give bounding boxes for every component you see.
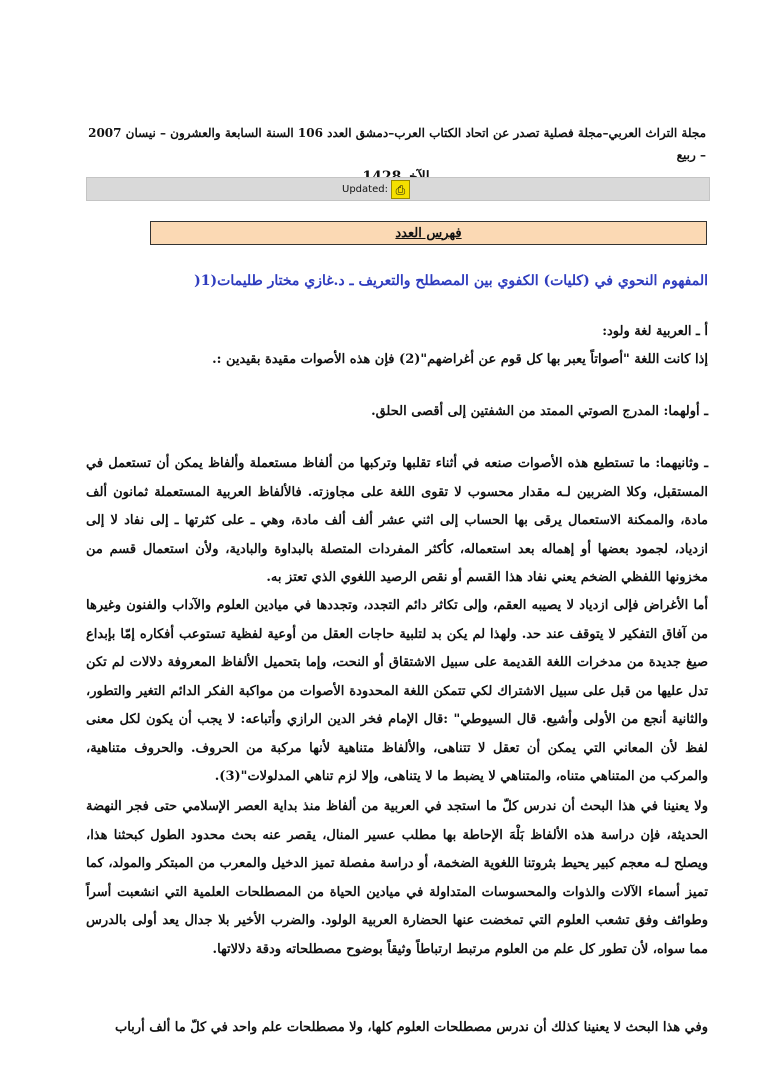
article-body-p3 [86, 450, 708, 593]
paragraph: ـ وثانيهما: ما تستطيع هذه الأصوات صنعه في أثناء تقلبها وتركبها من ألفاظ مستعملة وألفاظ يمكن أن تستعمل في المستقبل، وكلا الضربين لـه مقدار محسوب لا تقوى اللغة على مجاوزته. فالألفاظ العربية المستعملة ثمانون ألف مادة، والممكنة الاستعمال يرقى بها الحساب إلى اثني عشر ألف ألف مادة، وهي ـ على كثرتها ـ إلى نفاد لا إلى ازدياد، لجمود بعضها أو إهماله بعد استعماله، كأكثر المفردات المتصلة بالبداوة والبادية، ولأن استعمال قسم من مخزونها اللفظي الضخم يعني نفاد هذا القسم أو نقص الرصيد اللغوي الذي تعتز به. [86, 456, 708, 585]
article-body-p6 [86, 1014, 708, 1043]
article-body-p5 [86, 793, 708, 964]
article-title: المفهوم النحوي في (كليات) الكفوي بين المصطلح والتعريف ـ د.غازي مختار طليمات(1( [194, 273, 708, 289]
article-body-p2 [86, 398, 708, 427]
updated-label: Updated: [342, 184, 388, 195]
paragraph: إذا كانت اللغة "أصواتاً يعبر بها كل قوم عن أغراضهم"(2) فإن هذه الأصوات مقيدة بقيدين :. [212, 352, 708, 367]
paragraph: وفي هذا البحث لا يعنينا كذلك أن ندرس مصطلحات العلوم كلها، ولا مصطلحات علم واحد في كلّ ما ألف أرباب [114, 1020, 708, 1035]
journal-info: مجلة التراث العربي–مجلة فصلية تصدر عن اتحاد الكتاب العرب–دمشق العدد 106 السنة السابعة والعشرون – نيسان 2007 – ربيع [88, 126, 706, 162]
updated-bar [86, 177, 710, 201]
article-body-p1 [86, 346, 708, 375]
printer-icon[interactable]: ⎙ [391, 180, 410, 199]
updated-group [342, 180, 410, 199]
article-body-p4 [86, 592, 708, 792]
paragraph: ولا يعنينا في هذا البحث أن ندرس كلّ ما استجد في العربية من ألفاظ منذ بداية العصر الإسلامي حتى فجر النهضة الحديثة، فإن دراسة هذه الألفاظ بَلْهَ الإحاطة بها مطلب عسير المنال، يقصر عنه بحث محدود الطول كبحثنا هذا، ويصلح لـه معجم كبير يحيط بثروتنا اللغوية الضخمة، أو دراسة مفصلة تميز الدخيل والمعرب من المبتكر والمولد، كما تميز أسماء الآلات والذوات والمحسوسات المتداولة في ميادين الحياة من المصطلحات العلمية التي انشعبت أسراً وطوائف وفق تشعب العلوم التي تمخضت عنها الحضارة العربية الولود. والضرب الأخير بلا جدال يعد أولى بالدرس مما سواه، لأن تطور كل علم من العلوم مرتبط ارتباطاً وثيقاً بوضوح مصطلحاته ودقة دلالاتها. [86, 799, 708, 957]
toc-link[interactable]: فهرس العدد [150, 221, 707, 245]
section-heading: أ ـ العربية لغة ولود: [602, 324, 708, 339]
paragraph: ـ أولهما: المدرج الصوتي الممتد من الشفتين إلى أقصى الحلق. [371, 404, 708, 419]
article-body [86, 318, 708, 347]
paragraph: أما الأغراض فإلى ازدياد لا يصيبه العقم، وإلى تكاثر دائم التجدد، وتجددها في ميادين العلوم والآداب والفنون وغيرها من آفاق التفكير لا يتوقف عند حد. ولهذا لم يكن بد لتلبية حاجات العقل من أوعية لفظية تستوعب أفكاره إمّا بإبداع صيغ جديدة من مدخرات اللغة القديمة على سبيل الاشتقاق أو النحت، وإما بتحميل الألفاظ المعروفة دلالات لم تكن تدل عليها من قبل على سبيل الاشتراك لكي تتمكن اللغة المحدودة الأصوات من مواكبة الفكر الدائم التغير والتطور، والثانية أنجع من الأولى وأشيع. قال السيوطي" :قال الإمام فخر الدين الرازي وأتباعه: لا يجب أن يكون لكل معنى لفظ لأن المعاني التي يمكن أن تعقل لا تتناهى، والألفاظ متناهية لأنها مركبة من الحروف. والحروف متناهية، والمركب من المتناهي متناه، والمتناهي لا يضبط ما لا يتناهى، وإلا لزم تناهي المدلولات"(3). [86, 598, 708, 784]
